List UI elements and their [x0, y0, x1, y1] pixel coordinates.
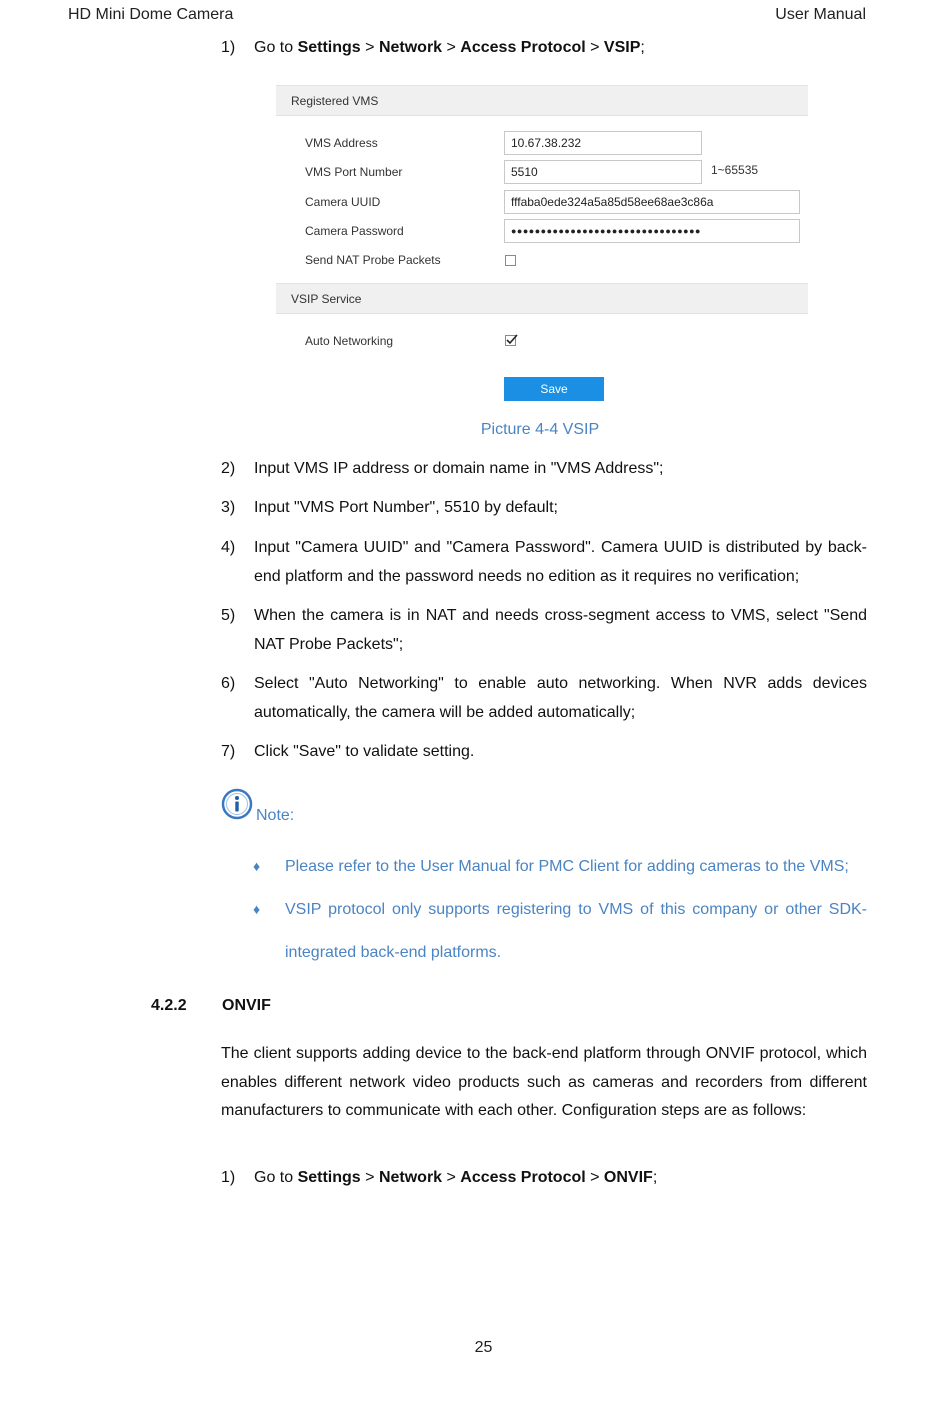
step-text: Click "Save" to validate setting. — [254, 743, 475, 760]
diamond-bullet-icon: ♦ — [253, 901, 261, 917]
auto-networking-checkbox[interactable] — [505, 335, 516, 346]
menu-vsip: VSIP — [603, 39, 641, 56]
step-suffix: ; — [652, 1169, 658, 1186]
step-number: 2) — [221, 460, 236, 477]
menu-network: Network — [378, 39, 443, 56]
note-bullet — [253, 845, 867, 888]
nat-probe-label: Send NAT Probe Packets — [305, 253, 441, 267]
camera-uuid-input[interactable]: fffaba0ede324a5a85d58ee68ae3c86a — [504, 190, 800, 214]
step-text: Go to — [254, 39, 298, 56]
section-number: 4.2.2 — [151, 997, 187, 1014]
step-2 — [221, 455, 867, 484]
menu-access-protocol: Access Protocol — [460, 1169, 586, 1186]
section-title: VSIP Service — [291, 292, 362, 306]
check-icon — [505, 333, 519, 347]
step-text: Go to — [254, 1169, 298, 1186]
step-suffix: ; — [640, 39, 645, 56]
camera-password-label: Camera Password — [305, 224, 404, 238]
diamond-bullet-icon: ♦ — [253, 858, 261, 874]
note-bullet — [253, 888, 867, 974]
path-separator: > — [585, 1169, 604, 1186]
page-number: 25 — [474, 1339, 493, 1356]
section-title: Registered VMS — [291, 94, 379, 108]
path-separator: > — [360, 1169, 379, 1186]
vms-port-label: VMS Port Number — [305, 165, 403, 179]
path-separator: > — [442, 1169, 461, 1186]
step-1-vsip-path — [221, 34, 867, 63]
menu-network: Network — [378, 1169, 443, 1186]
vms-port-range: 1~65535 — [711, 163, 759, 177]
step-4 — [221, 534, 867, 591]
note-bullet-text: VSIP protocol only supports registering to VMS of this company or other SDK-integrated back-end platforms. — [285, 901, 867, 961]
step-number: 3) — [221, 499, 236, 516]
step-number: 4) — [221, 539, 236, 556]
info-icon — [221, 788, 253, 825]
step-6 — [221, 670, 867, 727]
note-bullet-text: Please refer to the User Manual for PMC Client for adding cameras to the VMS; — [285, 858, 849, 875]
step-text: Select "Auto Networking" to enable auto networking. When NVR adds devices automatically, the camera will be added automatically; — [254, 675, 867, 721]
step-3 — [221, 494, 867, 523]
vms-address-label: VMS Address — [305, 136, 378, 150]
vsip-service-section — [276, 283, 808, 314]
header-doc-title: HD Mini Dome Camera — [68, 6, 234, 23]
step-number: 6) — [221, 675, 236, 692]
camera-uuid-label: Camera UUID — [305, 195, 381, 209]
step-number: 7) — [221, 743, 236, 760]
menu-access-protocol: Access Protocol — [460, 39, 586, 56]
menu-settings: Settings — [297, 1169, 361, 1186]
vsip-settings-screenshot — [276, 85, 808, 403]
registered-vms-section — [276, 85, 808, 116]
figure-caption: Picture 4-4 VSIP — [480, 421, 600, 438]
step-7 — [221, 738, 867, 767]
step-5 — [221, 602, 867, 659]
menu-onvif: ONVIF — [603, 1169, 653, 1186]
step-text: When the camera is in NAT and needs cross-segment access to VMS, select "Send NAT Probe Packets"; — [254, 607, 867, 653]
save-button[interactable]: Save — [504, 377, 604, 401]
step-text: Input "VMS Port Number", 5510 by default; — [254, 499, 558, 516]
step-text: Input VMS IP address or domain name in "VMS Address"; — [254, 460, 664, 477]
step-text: Input "Camera UUID" and "Camera Password". Camera UUID is distributed by back-end platform and the password needs no edition as it requires no verification; — [254, 539, 867, 585]
camera-password-input[interactable]: ●●●●●●●●●●●●●●●●●●●●●●●●●●●●●●●● — [504, 219, 800, 243]
section-title: ONVIF — [222, 997, 271, 1014]
step-number: 1) — [221, 1169, 236, 1186]
header-manual-label: User Manual — [775, 6, 866, 23]
path-separator: > — [585, 39, 604, 56]
section-paragraph: The client supports adding device to the back-end platform through ONVIF protocol, which enables different network video products such as cameras and recorders from different manufacturers to communicate with each other. Configuration steps are as follows: — [221, 1045, 867, 1119]
vms-port-input[interactable]: 5510 — [504, 160, 702, 184]
menu-settings: Settings — [297, 39, 361, 56]
path-separator: > — [442, 39, 461, 56]
step-number: 1) — [221, 39, 236, 56]
path-separator: > — [360, 39, 379, 56]
nat-probe-checkbox[interactable] — [505, 255, 516, 266]
vms-address-input[interactable]: 10.67.38.232 — [504, 131, 702, 155]
auto-networking-label: Auto Networking — [305, 334, 394, 348]
note-label: Note: — [256, 807, 295, 824]
step-1-onvif-path — [221, 1164, 867, 1193]
step-number: 5) — [221, 607, 236, 624]
